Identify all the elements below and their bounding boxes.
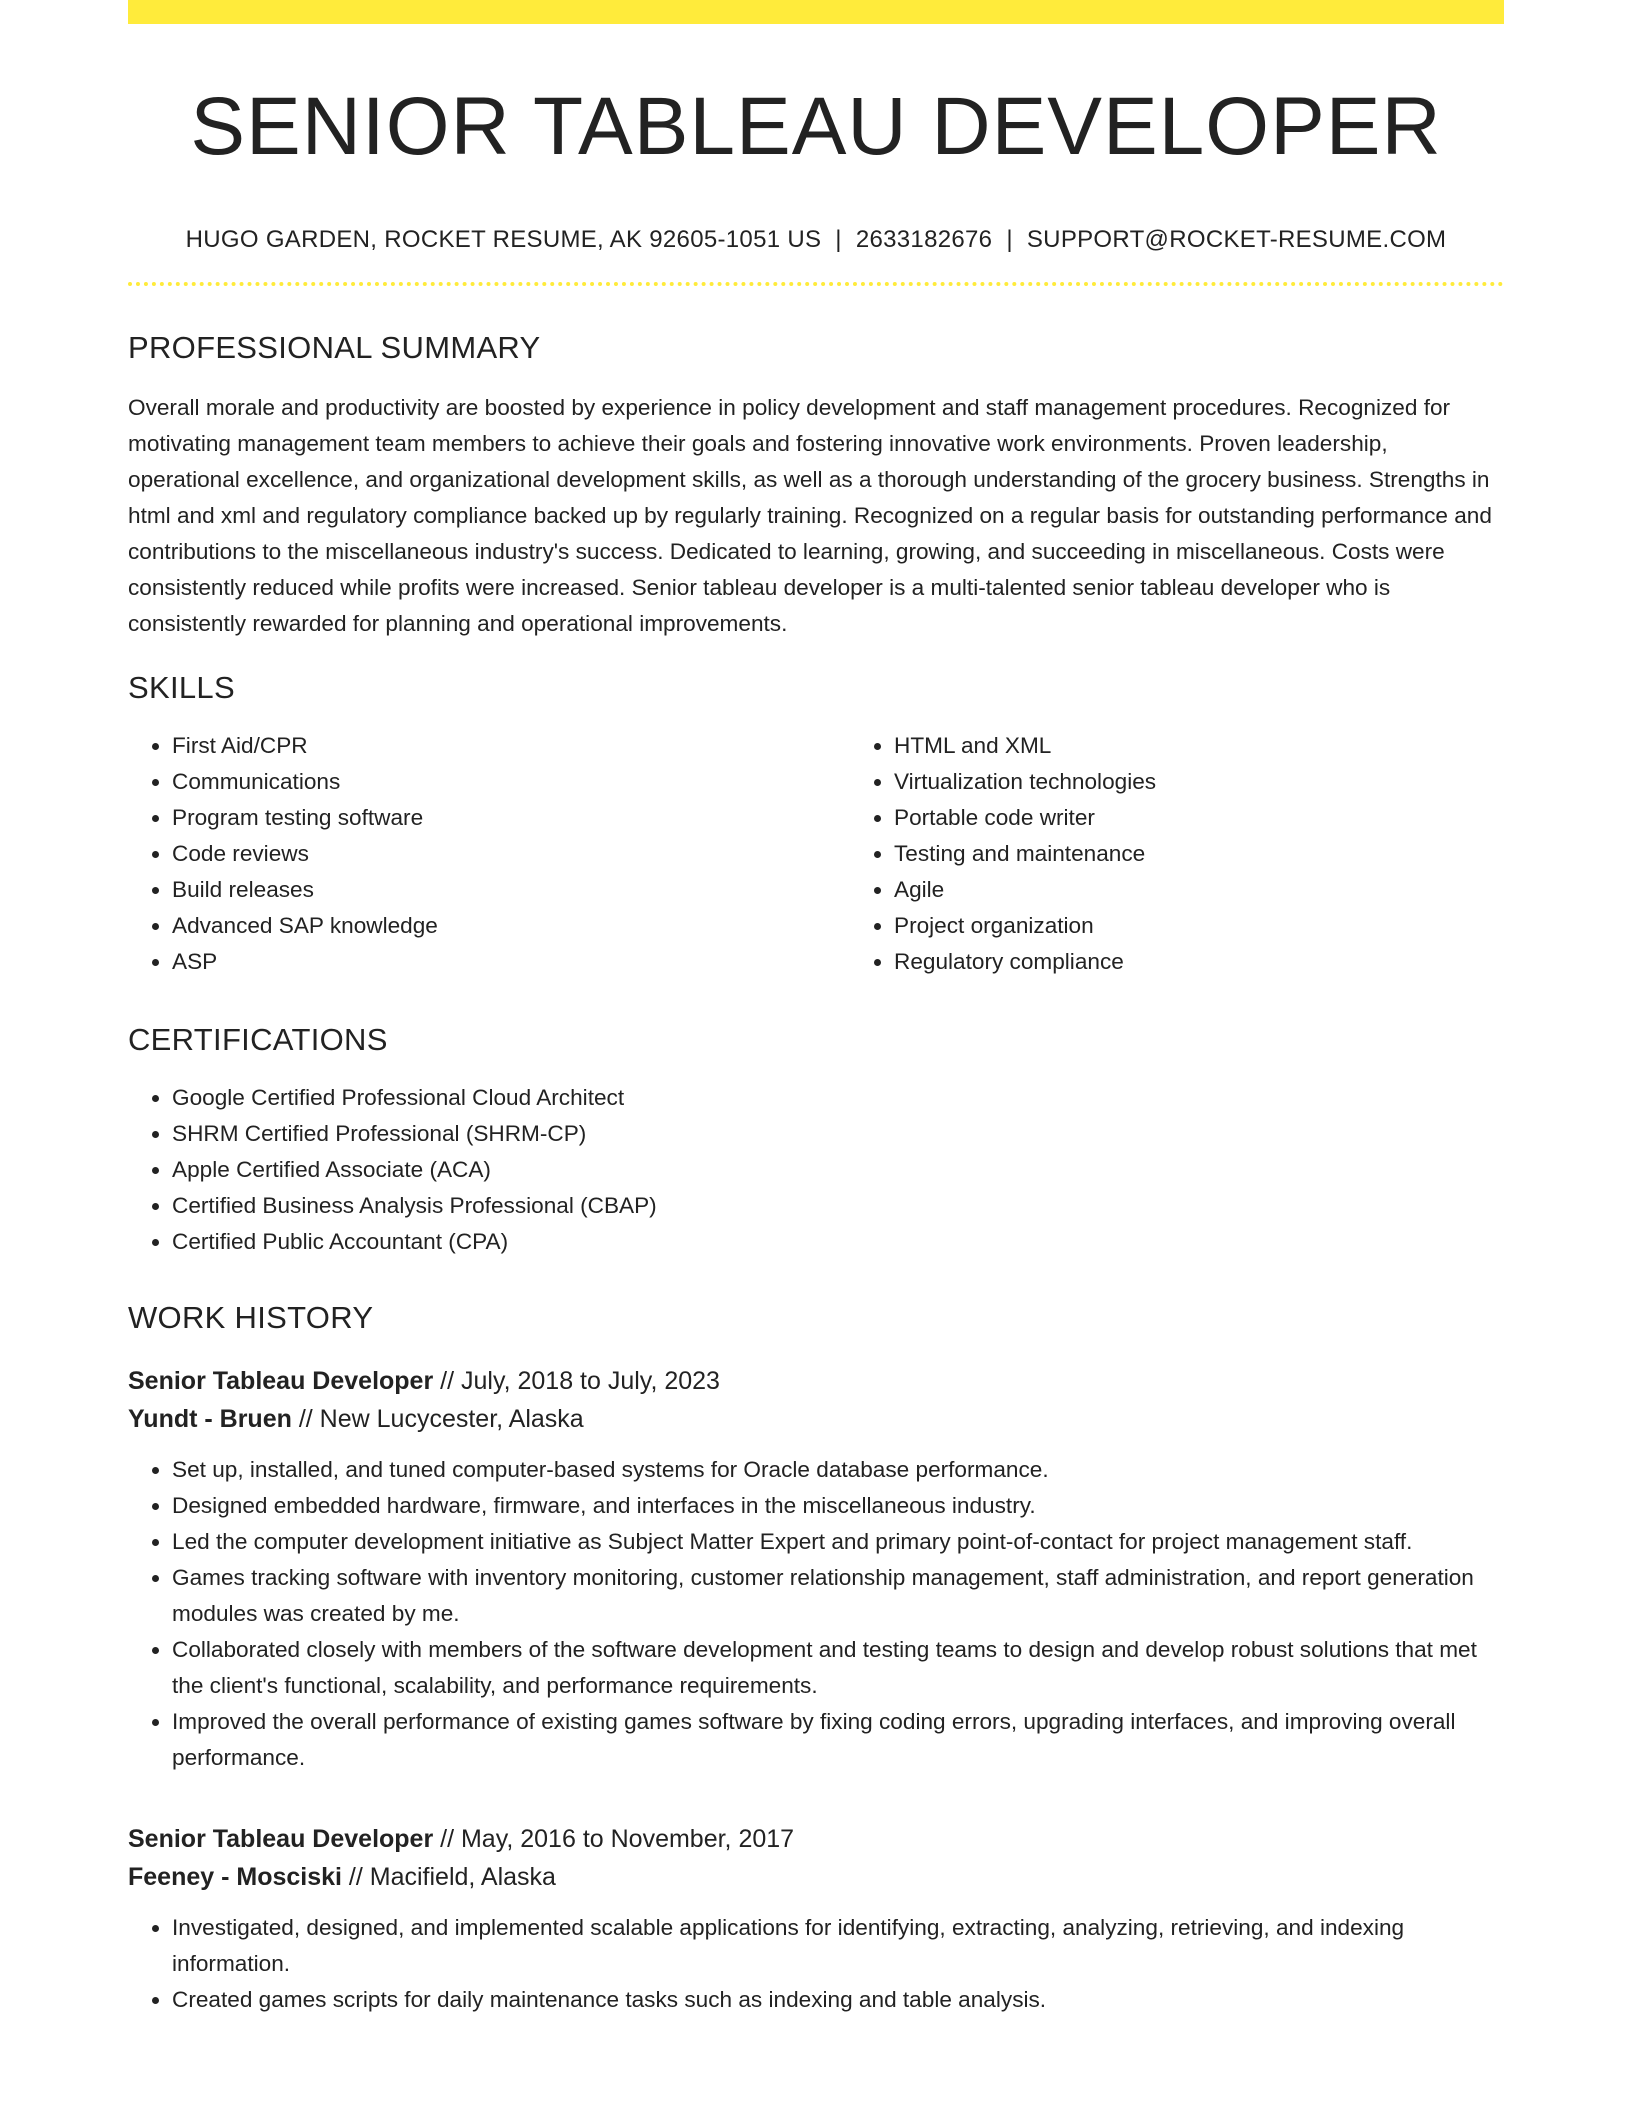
job-dates: // July, 2018 to July, 2023 — [433, 1367, 720, 1396]
list-item: • HTML and XML — [894, 728, 1572, 764]
work-history-heading: WORK HISTORY — [128, 1300, 374, 1336]
list-item: • Apple Certified Associate (ACA) — [172, 1152, 1504, 1188]
list-item: • Certified Public Accountant (CPA) — [172, 1224, 1504, 1260]
job-entry — [128, 1362, 1504, 1776]
list-item: • ASP — [172, 944, 850, 980]
list-item: • Project organization — [894, 908, 1572, 944]
resume-page — [128, 0, 1504, 2018]
list-item: • Led the computer development initiative as Subject Matter Expert and primary point-of-contact for project management staff. — [172, 1524, 1504, 1560]
contact-phone: 2633182676 — [855, 226, 993, 254]
contact-separator: | — [1006, 226, 1013, 254]
job-company: Feeney - Mosciski — [128, 1863, 342, 1892]
list-item: • Virtualization technologies — [894, 764, 1572, 800]
list-item: • Set up, installed, and tuned computer-based systems for Oracle database performance. — [172, 1452, 1504, 1488]
list-item: • Investigated, designed, and implemented scalable applications for identifying, extracting, analyzing, retrieving, and indexing information. — [172, 1910, 1504, 1982]
list-item: • Portable code writer — [894, 800, 1572, 836]
contact-line — [128, 226, 1504, 254]
list-item: • Code reviews — [172, 836, 850, 872]
skills-heading: SKILLS — [128, 670, 235, 706]
job-title-line — [128, 1362, 1504, 1400]
summary-heading: PROFESSIONAL SUMMARY — [128, 330, 541, 366]
summary-text: Overall morale and productivity are boosted by experience in policy development and staff management procedures. Recognized for motivating management team members to achieve their goals and fostering innovative work environments. Proven leadership, operational excellence, and organizational development skills, as well as a thorough understanding of the grocery business. Strengths in html and xml and regulatory compliance backed up by regularly training. Recognized on a regular basis for outstanding performance and contributions to the miscellaneous industry's success. Dedicated to learning, growing, and succeeding in miscellaneous. Costs were consistently reduced while profits were increased. Senior tableau developer is a multi-talented senior tableau developer who is consistently rewarded for planning and operational improvements. — [128, 395, 1492, 637]
list-item: • Communications — [172, 764, 850, 800]
certifications-list — [128, 1080, 1504, 1260]
job-bullets — [128, 1910, 1504, 2018]
list-item: • Regulatory compliance — [894, 944, 1572, 980]
job-role: Senior Tableau Developer — [128, 1825, 434, 1854]
list-item: • Collaborated closely with members of the software development and testing teams to design and develop robust solutions that met the client's functional, scalability, and performance requirements. — [172, 1632, 1504, 1704]
top-accent-bar — [128, 0, 1504, 24]
list-item: • Agile — [894, 872, 1572, 908]
job-company-line — [128, 1400, 1504, 1438]
page-title: SENIOR TABLEAU DEVELOPER — [190, 81, 1442, 172]
job-dates: // May, 2016 to November, 2017 — [433, 1825, 795, 1854]
skills-columns — [128, 728, 1504, 980]
contact-separator: | — [835, 226, 842, 254]
contact-email: SUPPORT@ROCKET-RESUME.COM — [1026, 226, 1447, 254]
job-company-line — [128, 1858, 1504, 1896]
job-title-line — [128, 1820, 1504, 1858]
certifications-heading: CERTIFICATIONS — [128, 1022, 388, 1058]
list-item: • Certified Business Analysis Professional (CBAP) — [172, 1188, 1504, 1224]
job-location: // Macifield, Alaska — [341, 1863, 556, 1892]
list-item: • Designed embedded hardware, firmware, and interfaces in the miscellaneous industry. — [172, 1488, 1504, 1524]
job-bullets — [128, 1452, 1504, 1776]
list-item: • Program testing software — [172, 800, 850, 836]
job-role: Senior Tableau Developer — [128, 1367, 434, 1396]
list-item: • Testing and maintenance — [894, 836, 1572, 872]
list-item: • Build releases — [172, 872, 850, 908]
list-item: • Advanced SAP knowledge — [172, 908, 850, 944]
dotted-divider — [128, 282, 1504, 286]
job-location: // New Lucycester, Alaska — [291, 1405, 584, 1434]
list-item: • SHRM Certified Professional (SHRM-CP) — [172, 1116, 1504, 1152]
list-item: • Improved the overall performance of existing games software by fixing coding errors, upgrading interfaces, and improving overall performance. — [172, 1704, 1504, 1776]
list-item: • Google Certified Professional Cloud Architect — [172, 1080, 1504, 1116]
list-item: • Created games scripts for daily maintenance tasks such as indexing and table analysis. — [172, 1982, 1504, 2018]
skills-left-list — [128, 728, 850, 980]
list-item: • First Aid/CPR — [172, 728, 850, 764]
job-entry — [128, 1820, 1504, 2018]
list-item: • Games tracking software with inventory monitoring, customer relationship management, staff administration, and report generation modules was created by me. — [172, 1560, 1504, 1632]
contact-address: HUGO GARDEN, ROCKET RESUME, AK 92605-1051 US — [185, 226, 822, 254]
skills-right-list — [850, 728, 1572, 980]
job-company: Yundt - Bruen — [128, 1405, 292, 1434]
